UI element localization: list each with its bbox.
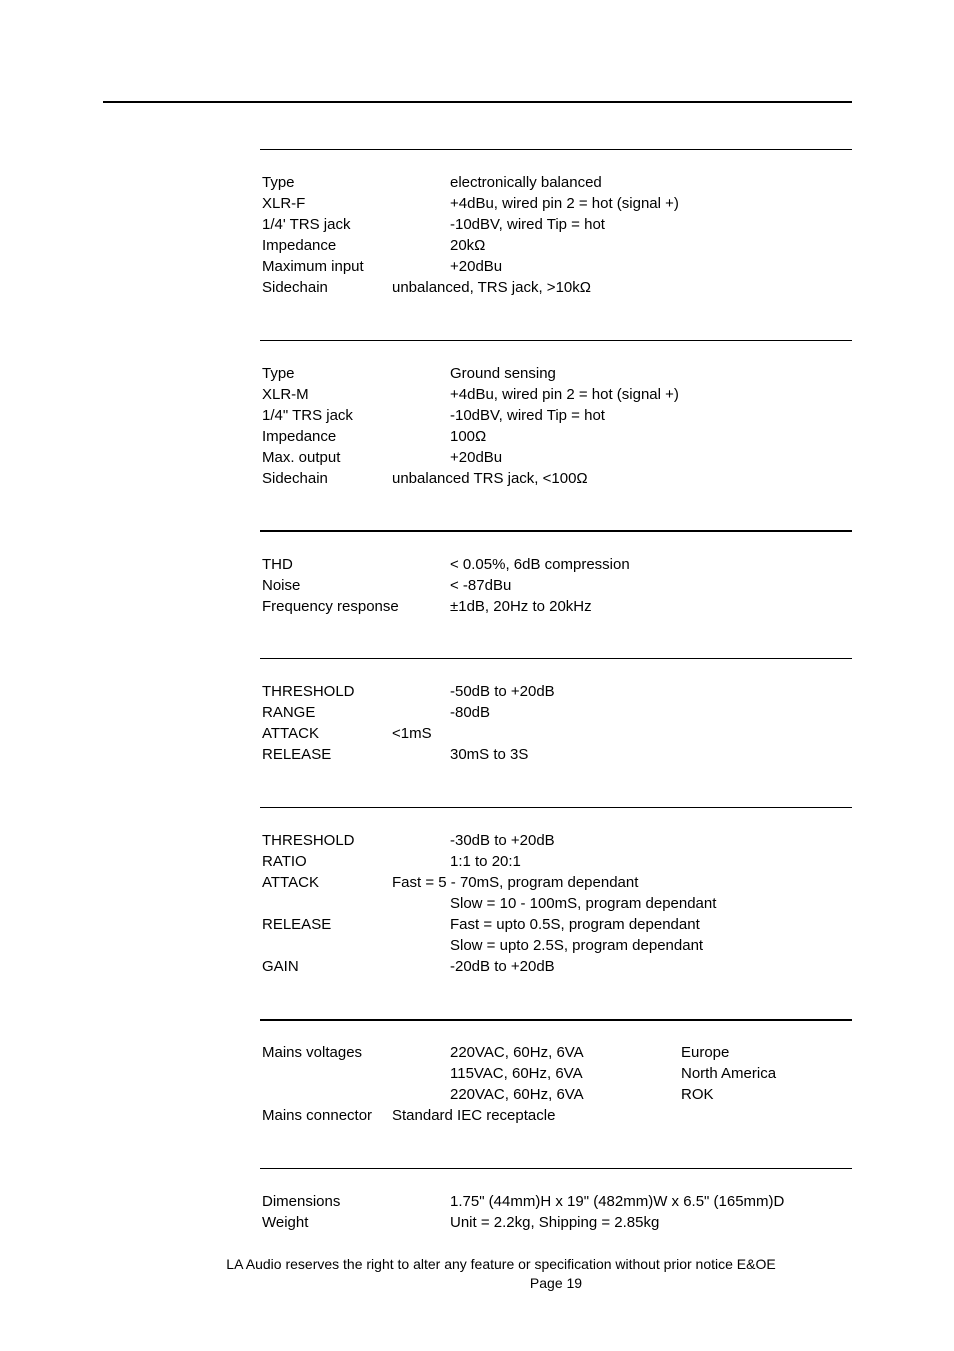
spec-label: RELEASE [262, 746, 332, 763]
spec-label: RANGE [262, 704, 316, 721]
spec-label: Maximum input [262, 258, 364, 275]
spec-value: Ground sensing [450, 365, 556, 382]
section-rule-power [260, 1019, 852, 1021]
spec-label: RATIO [262, 853, 307, 870]
spec-label: Max. output [262, 449, 341, 466]
spec-label: 1/4' TRS jack [262, 216, 351, 233]
spec-value: 220VAC, 60Hz, 6VA [450, 1044, 584, 1061]
spec-value: Slow = upto 2.5S, program dependant [450, 937, 704, 954]
spec-value: Fast = 5 - 70mS, program dependant [392, 874, 639, 891]
spec-value: -50dB to +20dB [450, 683, 555, 700]
spec-label: ATTACK [262, 725, 319, 742]
spec-label: Mains voltages [262, 1044, 363, 1061]
spec-label: Frequency response [262, 598, 399, 615]
spec-value: unbalanced, TRS jack, >10kΩ [392, 279, 591, 296]
spec-value: +4dBu, wired pin 2 = hot (signal +) [450, 386, 679, 403]
spec-value: unbalanced TRS jack, <100Ω [392, 470, 588, 487]
spec-value: 1.75" (44mm)H x 19" (482mm)W x 6.5" (165mm)D [450, 1193, 785, 1210]
spec-value: 1:1 to 20:1 [450, 853, 521, 870]
spec-label: Sidechain [262, 279, 328, 296]
spec-value: +4dBu, wired pin 2 = hot (signal +) [450, 195, 679, 212]
spec-label: ATTACK [262, 874, 319, 891]
spec-label: Dimensions [262, 1193, 341, 1210]
spec-value: electronically balanced [450, 174, 602, 191]
spec-label: XLR-F [262, 195, 306, 212]
spec-value: -20dB to +20dB [450, 958, 555, 975]
spec-label: Impedance [262, 237, 337, 254]
spec-label: Mains connector [262, 1107, 373, 1124]
section-rule-gate [260, 658, 852, 659]
spec-value: <1mS [392, 725, 432, 742]
section-rule-inputs [260, 149, 852, 150]
spec-value: 30mS to 3S [450, 746, 529, 763]
spec-region: Europe [681, 1044, 730, 1061]
spec-label: Sidechain [262, 470, 328, 487]
spec-value: Slow = 10 - 100mS, program dependant [450, 895, 717, 912]
spec-label: RELEASE [262, 916, 332, 933]
spec-label: THRESHOLD [262, 683, 355, 700]
spec-value: < 0.05%, 6dB compression [450, 556, 630, 573]
spec-label: Weight [262, 1214, 309, 1231]
section-rule-performance [260, 530, 852, 532]
spec-label: XLR-M [262, 386, 309, 403]
spec-label: Impedance [262, 428, 337, 445]
spec-label: THRESHOLD [262, 832, 355, 849]
spec-label: Type [262, 365, 295, 382]
spec-value: +20dBu [450, 449, 503, 466]
spec-label: GAIN [262, 958, 299, 975]
spec-value: < -87dBu [450, 577, 512, 594]
spec-value: Unit = 2.2kg, Shipping = 2.85kg [450, 1214, 660, 1231]
spec-value: 100Ω [450, 428, 487, 445]
footer-disclaimer: LA Audio reserves the right to alter any feature or specification without prior notice E&OE [226, 1256, 776, 1272]
section-rule-compressor [260, 807, 852, 808]
spec-value: 220VAC, 60Hz, 6VA [450, 1086, 584, 1103]
spec-value: +20dBu [450, 258, 503, 275]
section-rule-physical [260, 1168, 852, 1169]
spec-value: 20kΩ [450, 237, 486, 254]
spec-value: -30dB to +20dB [450, 832, 555, 849]
spec-value: -80dB [450, 704, 491, 721]
spec-value: Fast = upto 0.5S, program dependant [450, 916, 700, 933]
spec-value: -10dBV, wired Tip = hot [450, 407, 605, 424]
page-number: Page 19 [529, 1275, 583, 1291]
spec-region: ROK [681, 1086, 714, 1103]
spec-value: Standard IEC receptacle [392, 1107, 556, 1124]
spec-label: 1/4" TRS jack [262, 407, 353, 424]
spec-value: -10dBV, wired Tip = hot [450, 216, 605, 233]
spec-label: Type [262, 174, 295, 191]
spec-value: 115VAC, 60Hz, 6VA [450, 1065, 583, 1082]
top-rule [103, 101, 852, 103]
section-rule-outputs [260, 340, 852, 341]
spec-label: THD [262, 556, 293, 573]
spec-label: Noise [262, 577, 301, 594]
spec-value: ±1dB, 20Hz to 20kHz [450, 598, 592, 615]
spec-region: North America [681, 1065, 777, 1082]
